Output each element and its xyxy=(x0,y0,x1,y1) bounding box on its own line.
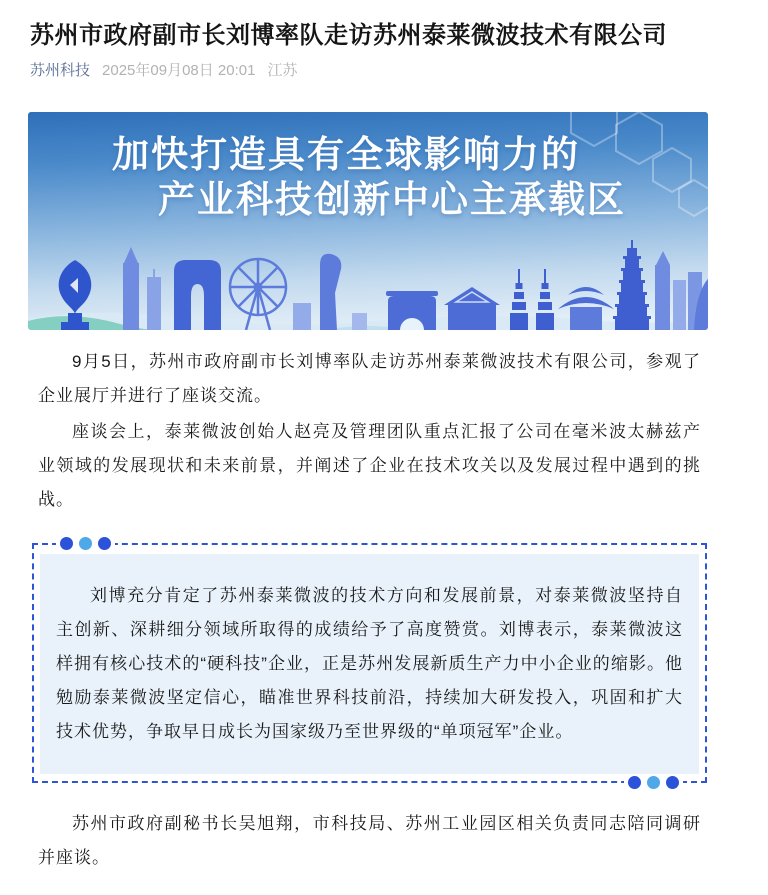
city-skyline-icon xyxy=(28,235,708,330)
publish-region: 江苏 xyxy=(267,62,298,79)
banner-heading-line1: 加快打造具有全球影响力的 xyxy=(112,135,580,176)
banner-heading-line2: 产业科技创新中心主承载区 xyxy=(158,180,626,221)
quote-panel xyxy=(40,554,699,774)
dot-dark-icon xyxy=(666,776,679,789)
banner-image[interactable] xyxy=(28,112,708,330)
dot-light-icon xyxy=(79,537,92,550)
paragraph: 9月5日，苏州市政府副市长刘博率队走访苏州泰莱微波技术有限公司，参观了企业展厅并进行了座谈交流。 xyxy=(38,352,701,405)
dot-dark-icon xyxy=(628,776,641,789)
decorative-dots-top-icon xyxy=(56,537,115,550)
decorative-dots-bottom-icon xyxy=(624,776,683,789)
quote-paragraph: 刘博充分肯定了苏州泰莱微波的技术方向和发展前景，对泰莱微波坚持自主创新、深耕细分领域所取得的成绩给予了高度赞赏。刘博表示，泰莱微波这样拥有核心技术的“硬科技”企业，正是苏州发展新质生产力中小企业的缩影。他勉励泰莱微波坚定信心，瞄准世界科技前沿，持续加大研发投入，巩固和扩大技术优势，争取早日成长为国家级乃至世界级的“单项冠军”企业。 xyxy=(56,586,683,741)
article-title: 苏州市政府副市长刘博率队走访苏州泰莱微波技术有限公司 xyxy=(30,22,667,49)
article-meta xyxy=(30,61,708,81)
quote-box xyxy=(32,543,707,783)
banner-heading xyxy=(28,112,708,223)
publish-date: 2025年09月08日 20:01 xyxy=(102,62,256,79)
closing-paragraph: 苏州市政府副秘书长吴旭翔，市科技局、苏州工业园区相关负责同志陪同调研并座谈。 xyxy=(38,814,701,867)
dot-dark-icon xyxy=(98,537,111,550)
dot-light-icon xyxy=(647,776,660,789)
paragraph: 座谈会上，泰莱微波创始人赵亮及管理团队重点汇报了公司在毫米波太赫兹产业领域的发展现状和未来前景，并阐述了企业在技术攻关以及发展过程中遇到的挑战。 xyxy=(38,422,701,509)
dot-dark-icon xyxy=(60,537,73,550)
account-link[interactable]: 苏州科技 xyxy=(30,62,91,79)
